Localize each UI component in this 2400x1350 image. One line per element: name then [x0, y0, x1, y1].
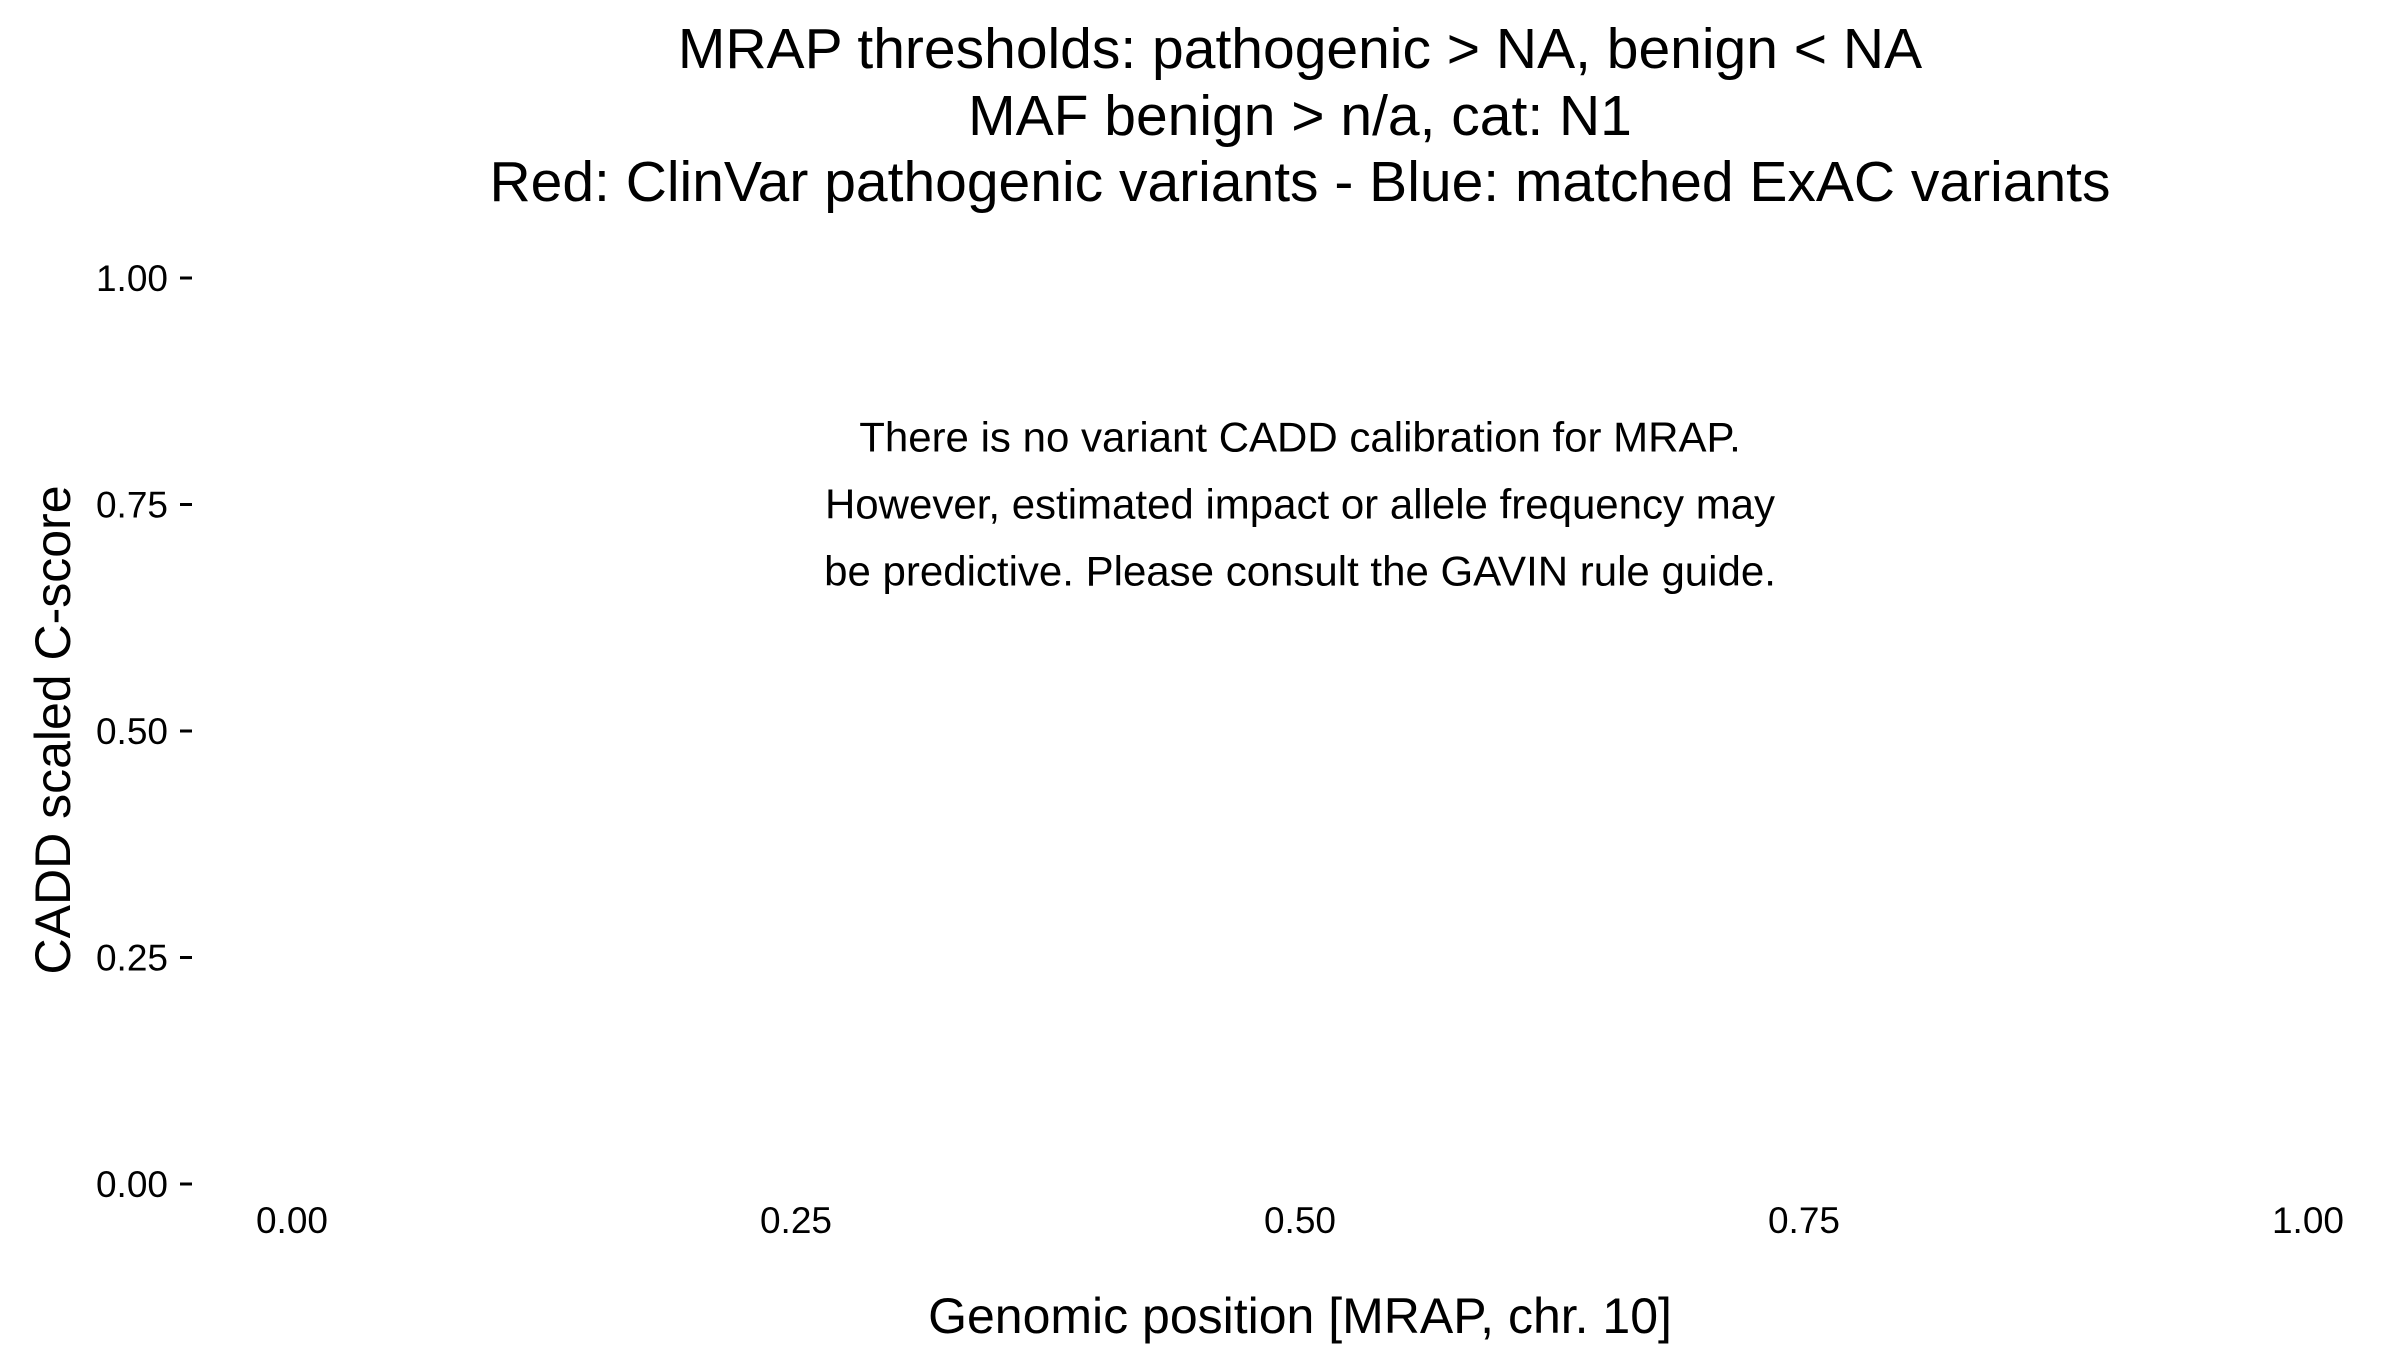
calibration-note-line: However, estimated impact or allele frequency may: [824, 480, 1776, 528]
x-axis-title: Genomic position [MRAP, chr. 10]: [928, 1288, 1672, 1344]
y-tick-label: 0.25: [95, 937, 168, 979]
chart-title-line-2: MAF benign > n/a, cat: N1: [968, 84, 1632, 148]
x-tick-label: 1.00: [2271, 1200, 2345, 1241]
y-tick-label: 0.75: [95, 484, 168, 526]
x-tick-label: 0.50: [1263, 1200, 1337, 1241]
y-tick-label: 0.00: [95, 1164, 168, 1205]
y-axis-title: CADD scaled C-score: [25, 485, 81, 975]
x-tick-label: 0.75: [1767, 1200, 1841, 1241]
x-axis: [256, 1200, 2344, 1241]
calibration-note: [824, 414, 1776, 595]
chart-title-line-1: MRAP thresholds: pathogenic > NA, benign < NA: [677, 17, 1923, 81]
y-axis: [96, 258, 192, 1205]
x-tick-label: 0.00: [255, 1200, 329, 1241]
y-tick-label: 1.00: [95, 258, 168, 299]
y-tick-label: 0.50: [95, 711, 168, 752]
chart-title: [489, 17, 2110, 214]
x-tick-label: 0.25: [759, 1200, 833, 1241]
calibration-note-line: be predictive. Please consult the GAVIN rule guide.: [824, 547, 1776, 595]
calibration-note-line: There is no variant CADD calibration for MRAP.: [859, 413, 1741, 461]
chart-title-line-3: Red: ClinVar pathogenic variants - Blue: matched ExAC variants: [489, 150, 2111, 214]
